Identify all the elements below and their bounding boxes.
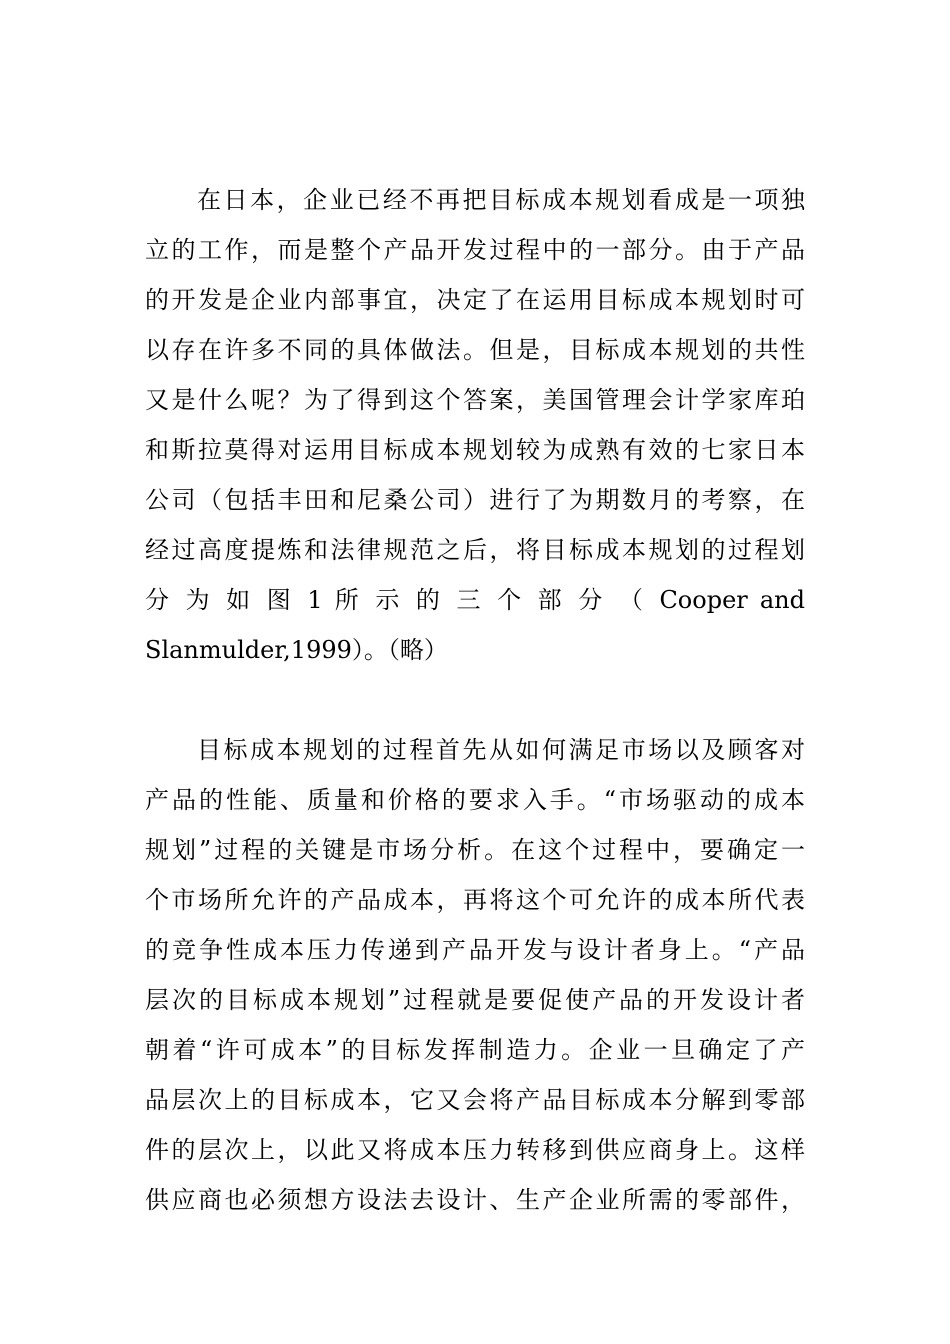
paragraph-line: 供应商也必须想方设法去设计、生产企业所需的零部件， [145, 1186, 805, 1214]
paragraph-line: 件的层次上，以此又将成本压力转移到供应商身上。这样 [145, 1136, 805, 1164]
paragraph-line: 层次的目标成本规划”过程就是要促使产品的开发设计者 [145, 986, 805, 1014]
paragraph-line: 经过高度提炼和法律规范之后，将目标成本规划的过程划 [145, 536, 805, 564]
paragraph-line: 立的工作，而是整个产品开发过程中的一部分。由于产品 [145, 236, 805, 264]
paragraph-line: 和斯拉莫得对运用目标成本规划较为成熟有效的七家日本 [145, 436, 805, 464]
paragraph-2 [145, 725, 805, 1225]
paragraph-line: 朝着“许可成本”的目标发挥制造力。企业一旦确定了产 [145, 1036, 805, 1064]
paragraph-line: 规划”过程的关键是市场分析。在这个过程中，要确定一 [145, 836, 805, 864]
paragraph-line: 公司（包括丰田和尼桑公司）进行了为期数月的考察，在 [145, 486, 805, 514]
paragraph-line: 分 为 如 图 1 所 示 的 三 个 部 分 （ Cooper and [145, 586, 805, 614]
paragraph-line: 的竞争性成本压力传递到产品开发与设计者身上。“产品 [145, 936, 805, 964]
paragraph-line: Slanmulder,1999）。（略） [145, 636, 448, 664]
paragraph-1 [145, 175, 805, 675]
paragraph-line: 品层次上的目标成本，它又会将产品目标成本分解到零部 [145, 1086, 805, 1114]
paragraph-line: 的开发是企业内部事宜，决定了在运用目标成本规划时可 [145, 286, 805, 314]
paragraph-line: 产品的性能、质量和价格的要求入手。“市场驱动的成本 [145, 786, 805, 814]
paragraph-line: 以存在许多不同的具体做法。但是，目标成本规划的共性 [145, 336, 805, 364]
paragraph-line: 又是什么呢？为了得到这个答案，美国管理会计学家库珀 [145, 386, 805, 414]
paragraph-line: 个市场所允许的产品成本，再将这个可允许的成本所代表 [145, 886, 805, 914]
paragraph-line: 目标成本规划的过程首先从如何满足市场以及顾客对 [197, 736, 805, 764]
paragraph-line: 在日本，企业已经不再把目标成本规划看成是一项独 [197, 186, 805, 214]
